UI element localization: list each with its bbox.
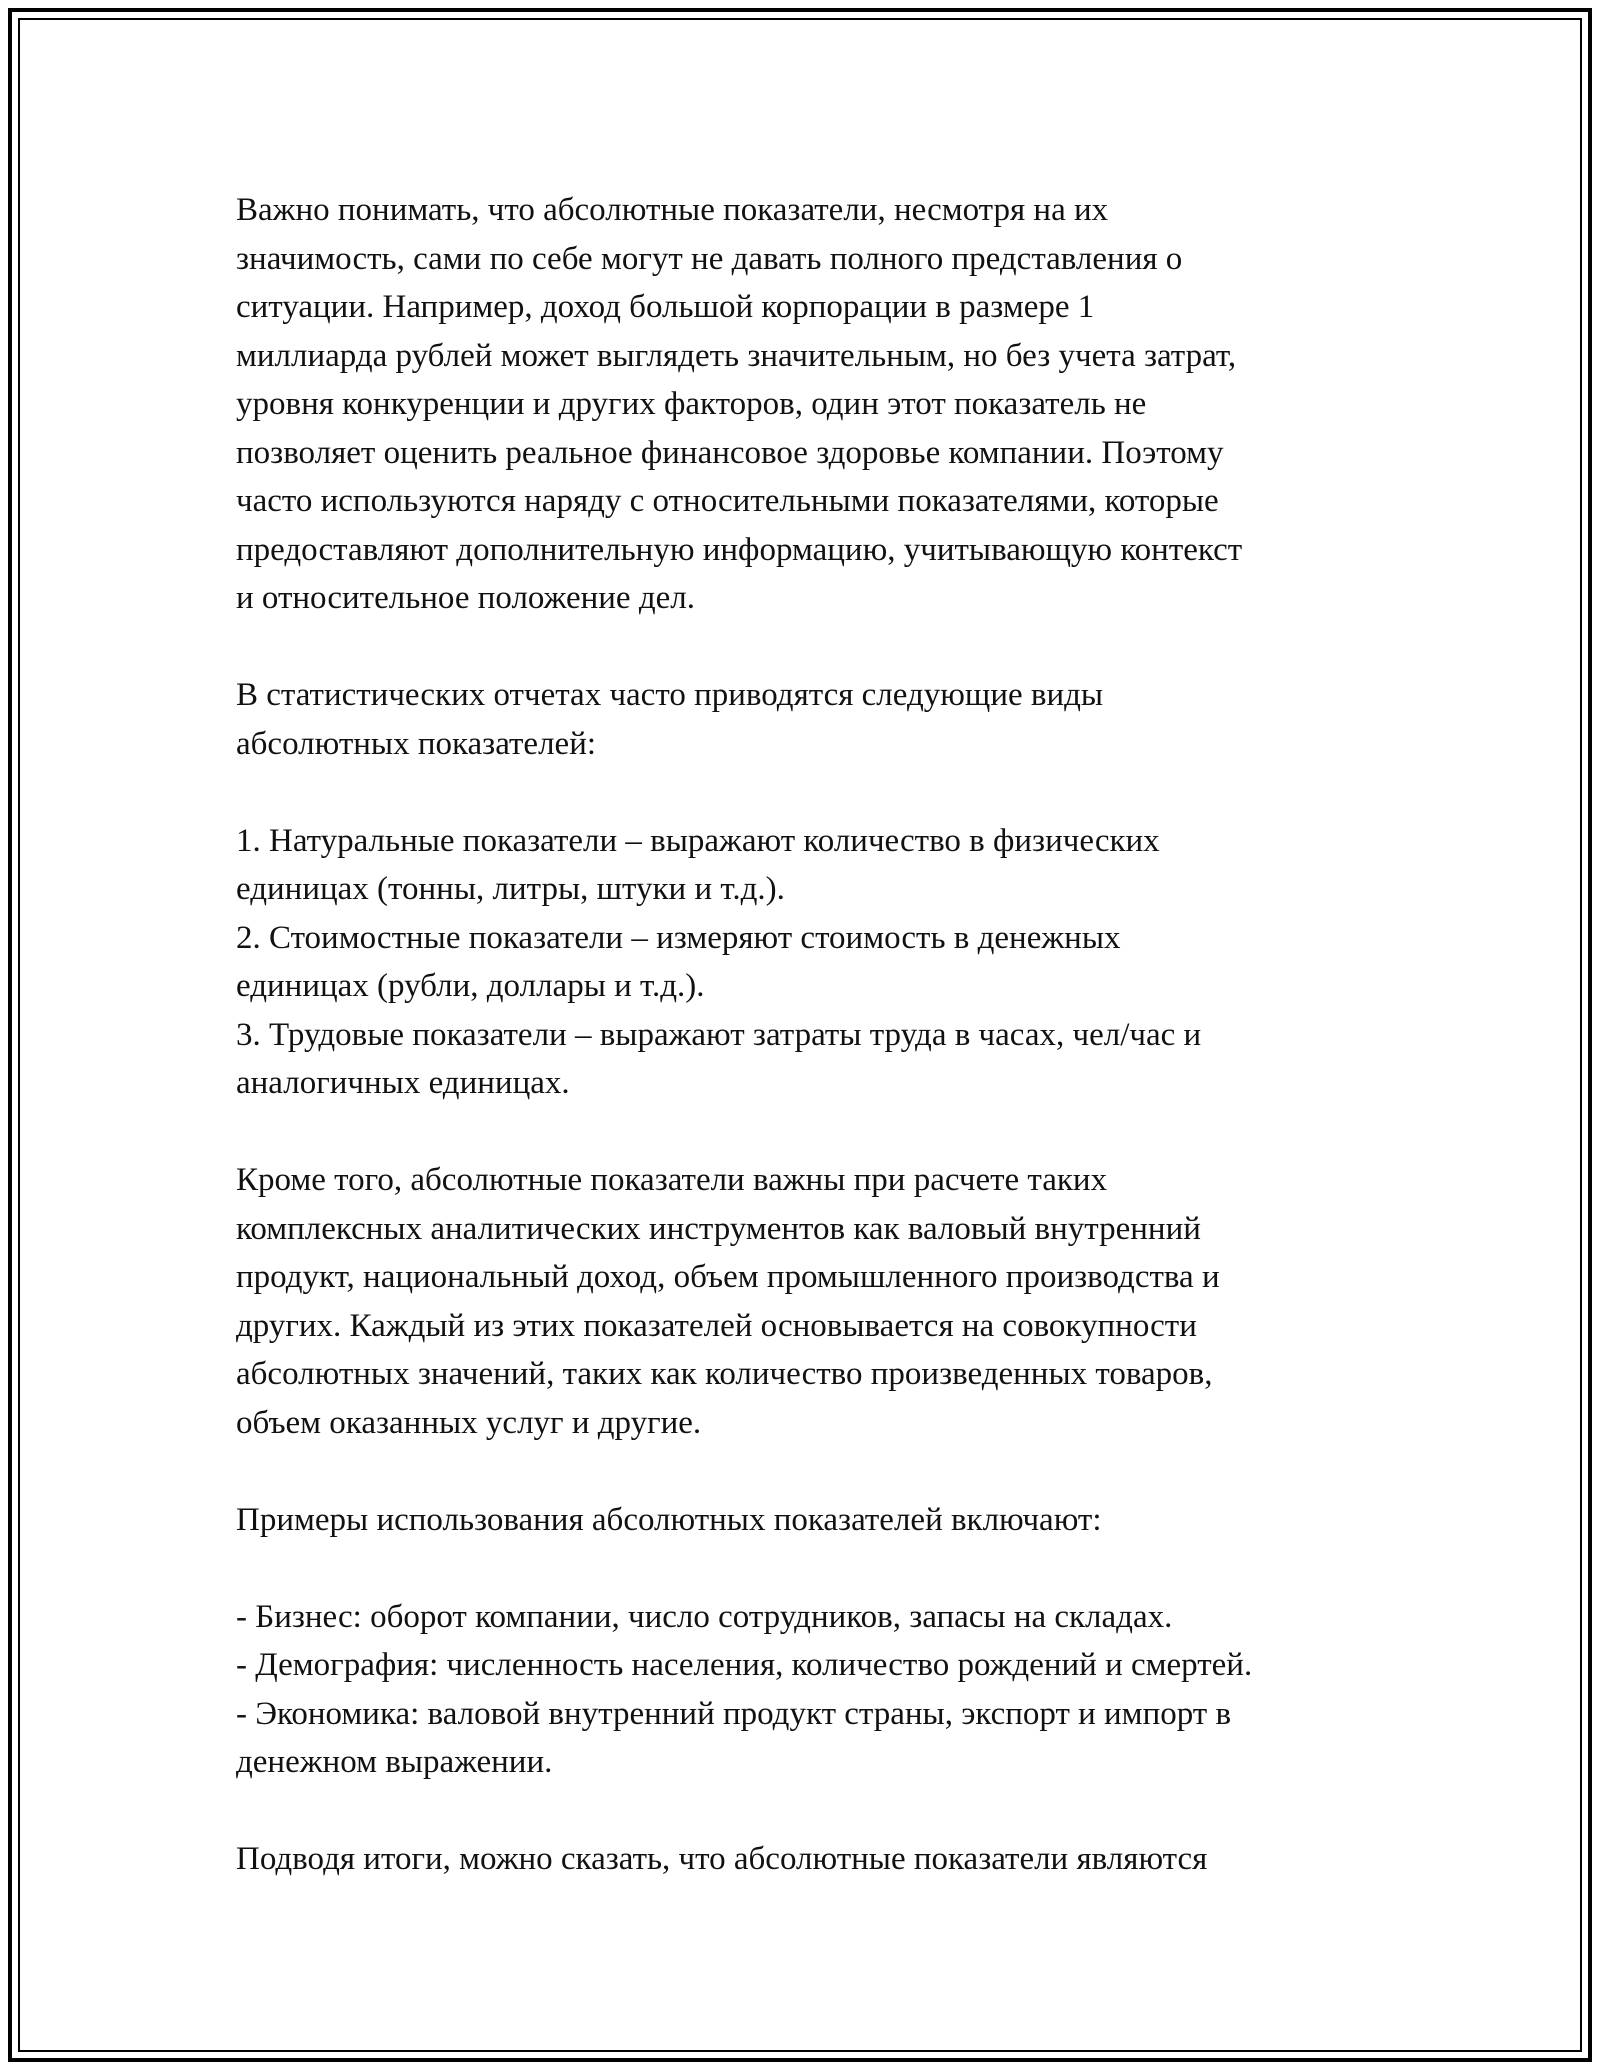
bullet-list-examples — [236, 1593, 1376, 1787]
list-item-line: единицах (тонны, литры, штуки и т.д.). — [236, 871, 785, 907]
text-line: ситуации. Например, доход большой корпорации в размере 1 — [236, 289, 1095, 325]
numbered-list-indicator-types — [236, 817, 1376, 1108]
paragraph-report-types-intro — [236, 671, 1376, 768]
list-item-line: аналогичных единицах. — [236, 1065, 570, 1101]
list-item-line: - Бизнес: оборот компании, число сотрудников, запасы на складах. — [236, 1598, 1173, 1635]
paragraph-absolute-indicators-limitations — [236, 186, 1376, 623]
text-line: абсолютных значений, таких как количество произведенных товаров, — [236, 1356, 1213, 1392]
list-item-line: - Демография: численность населения, количество рождений и смертей. — [236, 1647, 1253, 1683]
text-line: Примеры использования абсолютных показателей включают: — [236, 1501, 1102, 1538]
list-item-line: 1. Натуральные показатели – выражают количество в физических — [236, 822, 1160, 859]
list-item-line: единицах (рубли, доллары и т.д.). — [236, 968, 705, 1004]
text-line: комплексных аналитических инструментов как валовый внутренний — [236, 1210, 1201, 1247]
text-line: абсолютных показателей: — [236, 725, 597, 762]
list-item-line: - Экономика: валовой внутренний продукт страны, экспорт и импорт в — [236, 1695, 1232, 1732]
text-line: продукт, национальный доход, объем промышленного производства и — [236, 1259, 1220, 1295]
text-line: уровня конкуренции и других факторов, один этот показатель не — [236, 386, 1147, 422]
text-line: часто используются наряду с относительными показателями, которые — [236, 483, 1219, 519]
paragraph-complex-instruments — [236, 1156, 1376, 1447]
text-line: Кроме того, абсолютные показатели важны при расчете таких — [236, 1162, 1108, 1198]
text-line: объем оказанных услуг и другие. — [236, 1404, 702, 1441]
text-line: и относительное положение дел. — [236, 580, 695, 616]
text-line: других. Каждый из этих показателей основывается на совокупности — [236, 1307, 1197, 1344]
text-line: позволяет оценить реальное финансовое здоровье компании. Поэтому — [236, 434, 1224, 471]
list-item-line: 2. Стоимостные показатели – измеряют стоимость в денежных — [236, 919, 1121, 956]
list-item-line: денежном выражении. — [236, 1744, 553, 1780]
text-line: Важно понимать, что абсолютные показатели, несмотря на их — [236, 192, 1109, 228]
list-item-line: 3. Трудовые показатели – выражают затраты труда в часах, чел/час и — [236, 1016, 1202, 1053]
text-line: Подводя итоги, можно сказать, что абсолютные показатели являются — [236, 1841, 1208, 1877]
document-body — [236, 186, 1376, 1932]
text-line: значимость, сами по себе могут не давать полного представления о — [236, 240, 1183, 277]
text-line: миллиарда рублей может выглядеть значительным, но без учета затрат, — [236, 337, 1237, 374]
text-line: В статистических отчетах часто приводятся следующие виды — [236, 677, 1104, 713]
paragraph-examples-intro — [236, 1496, 1376, 1545]
paragraph-summary — [236, 1835, 1376, 1884]
text-line: предоставляют дополнительную информацию, учитывающую контекст — [236, 531, 1243, 568]
